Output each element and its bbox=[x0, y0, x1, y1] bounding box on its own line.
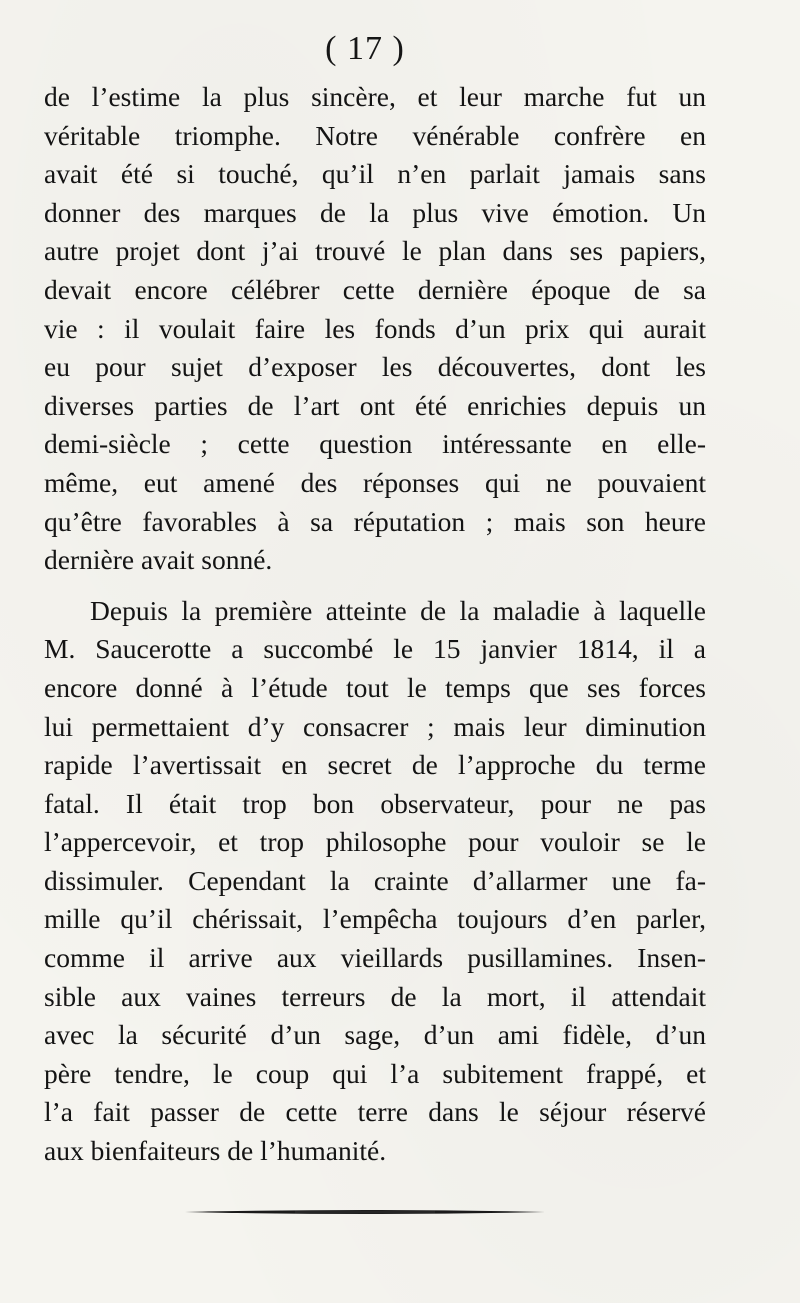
text-line: demi-siècle ; cette question intéressante en elle- bbox=[44, 428, 706, 460]
text-line: comme il arrive aux vieillards pusillamines. Insen- bbox=[44, 942, 706, 974]
text-line: de l’estime la plus sincère, et leur marche fut un bbox=[44, 81, 706, 112]
text-line: même, eut amené des réponses qui ne pouvaient bbox=[44, 466, 706, 498]
text-line: l’appercevoir, et trop philosophe pour vouloir se le bbox=[44, 826, 706, 858]
text-line: dernière avait sonné. bbox=[44, 544, 273, 576]
text-line: lui permettaient d’y consacrer ; mais leur diminution bbox=[44, 710, 706, 742]
body-text bbox=[44, 78, 706, 1171]
text-line: rapide l’avertissait en secret de l’approche du terme bbox=[44, 749, 706, 781]
text-line: M. Saucerotte a succombé le 15 janvier 1814, il a bbox=[44, 633, 706, 665]
ornamental-rule bbox=[185, 1208, 545, 1216]
text-line: l’a fait passer de cette terre dans le séjour réservé bbox=[44, 1096, 706, 1128]
text-line: autre projet dont j’ai trouvé le plan dans ses papiers, bbox=[44, 235, 706, 267]
text-line: diverses parties de l’art ont été enrichies depuis un bbox=[44, 389, 706, 421]
text-line: véritable triomphe. Notre vénérable confrère en bbox=[44, 119, 706, 151]
text-line: encore donné à l’étude tout le temps que ses forces bbox=[44, 671, 706, 703]
text-line: mille qu’il chérissait, l’empêcha toujours d’en parler, bbox=[44, 903, 706, 935]
text-line: avait été si touché, qu’il n’en parlait jamais sans bbox=[44, 158, 706, 190]
text-line: donner des marques de la plus vive émotion. Un bbox=[44, 196, 706, 228]
text-line: avec la sécurité d’un sage, d’un ami fidèle, d’un bbox=[44, 1019, 706, 1051]
text-line: fatal. Il était trop bon observateur, pour ne pas bbox=[44, 787, 706, 819]
text-line: vie : il voulait faire les fonds d’un prix qui aurait bbox=[44, 312, 706, 344]
text-line: eu pour sujet d’exposer les découvertes, dont les bbox=[44, 351, 706, 383]
paragraph-2 bbox=[44, 592, 706, 1171]
text-line: Depuis la première atteinte de la maladie à laquelle bbox=[90, 594, 706, 626]
paragraph-1 bbox=[44, 78, 706, 580]
paragraph-spacer bbox=[44, 580, 706, 592]
text-line: père tendre, le coup qui l’a subitement frappé, et bbox=[44, 1057, 706, 1089]
text-line: dissimuler. Cependant la crainte d’allarmer une fa- bbox=[44, 864, 706, 896]
page-number: ( 17 ) bbox=[325, 30, 405, 67]
text-line: aux bienfaiteurs de l’humanité. bbox=[44, 1135, 387, 1167]
text-line: sible aux vaines terreurs de la mort, il attendait bbox=[44, 980, 706, 1012]
text-line: qu’être favorables à sa réputation ; mais son heure bbox=[44, 505, 706, 537]
text-line: devait encore célébrer cette dernière époque de sa bbox=[44, 273, 706, 305]
